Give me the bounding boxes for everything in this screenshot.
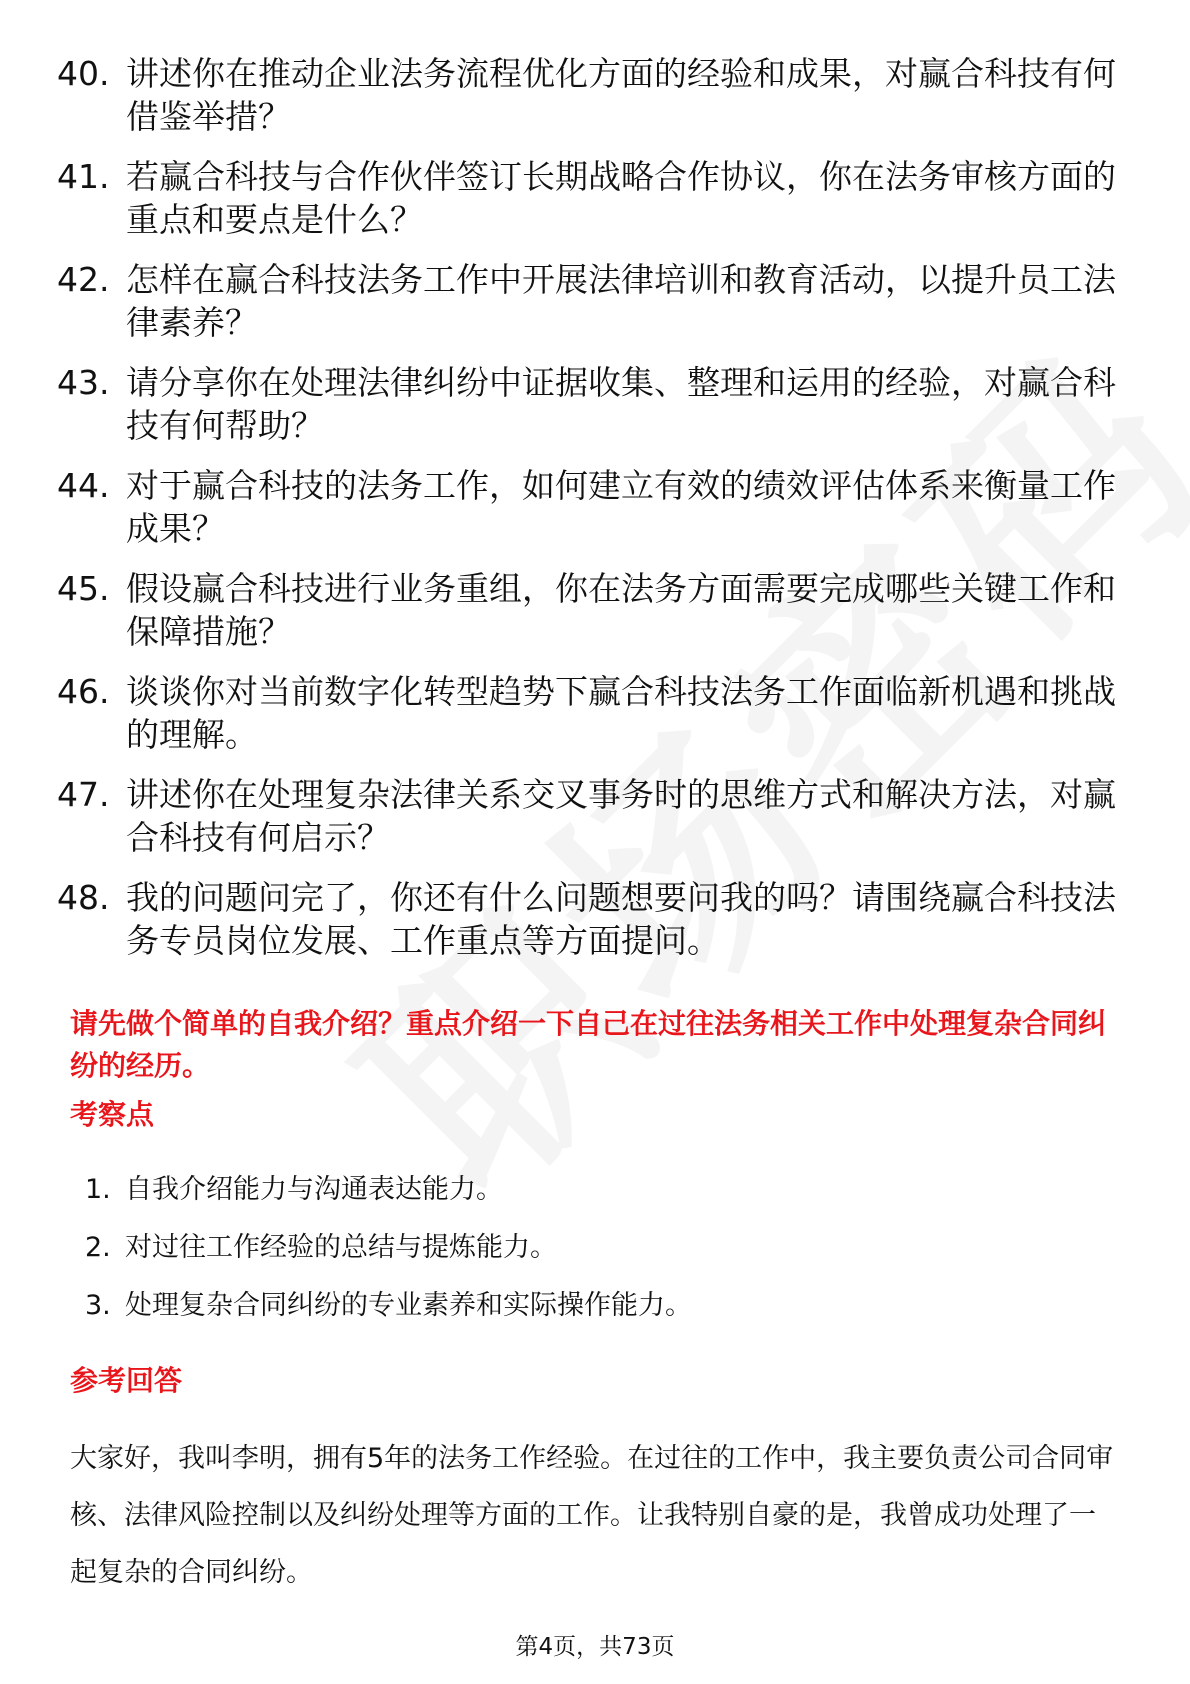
question-number: 47. xyxy=(57,775,110,814)
question-number: 42. xyxy=(57,260,110,299)
focus-number: 2. xyxy=(85,1232,111,1263)
focus-list xyxy=(85,1172,1085,1346)
focus-item xyxy=(85,1230,1085,1266)
question-text: 若赢合科技与合作伙伴签订长期战略合作协议，你在法务审核方面的重点和要点是什么？ xyxy=(126,157,1116,239)
question-text: 讲述你在处理复杂法律关系交叉事务时的思维方式和解决方法，对赢合科技有何启示？ xyxy=(126,775,1116,857)
focus-number: 1. xyxy=(85,1174,111,1205)
page-footer: 第4页，共73页 xyxy=(515,1634,675,1660)
focus-item xyxy=(85,1288,1085,1324)
question-item xyxy=(57,258,1117,344)
question-number: 45. xyxy=(57,569,110,608)
question-number: 48. xyxy=(57,878,110,917)
focus-text: 对过往工作经验的总结与提炼能力。 xyxy=(125,1232,557,1263)
question-number: 41. xyxy=(57,157,110,196)
question-item xyxy=(57,876,1117,962)
question-number: 40. xyxy=(57,54,110,93)
question-item xyxy=(57,567,1117,653)
question-text: 谈谈你对当前数字化转型趋势下赢合科技法务工作面临新机遇和挑战的理解。 xyxy=(126,672,1116,754)
focus-number: 3. xyxy=(85,1290,111,1321)
question-list xyxy=(57,52,1117,979)
main-question: 请先做个简单的自我介绍？重点介绍一下自己在过往法务相关工作中处理复杂合同纠纷的经历。 xyxy=(70,1007,1107,1082)
question-text: 请分享你在处理法律纠纷中证据收集、整理和运用的经验，对赢合科技有何帮助？ xyxy=(126,363,1116,445)
focus-item xyxy=(85,1172,1085,1208)
question-item xyxy=(57,155,1117,241)
question-item xyxy=(57,52,1117,138)
question-text: 讲述你在推动企业法务流程优化方面的经验和成果，对赢合科技有何借鉴举措？ xyxy=(126,54,1116,136)
question-text: 对于赢合科技的法务工作，如何建立有效的绩效评估体系来衡量工作成果？ xyxy=(126,466,1116,548)
reference-title: 参考回答 xyxy=(70,1364,183,1397)
focus-text: 自我介绍能力与沟通表达能力。 xyxy=(125,1174,503,1205)
question-text: 假设赢合科技进行业务重组，你在法务方面需要完成哪些关键工作和保障措施？ xyxy=(126,569,1116,651)
question-number: 44. xyxy=(57,466,110,505)
question-text: 怎样在赢合科技法务工作中开展法律培训和教育活动，以提升员工法律素养？ xyxy=(126,260,1116,342)
reference-answer: 大家好，我叫李明，拥有5年的法务工作经验。在过往的工作中，我主要负责公司合同审核、法律风险控制以及纠纷处理等方面的工作。让我特别自豪的是，我曾成功处理了一起复杂的合同纠纷。 xyxy=(70,1443,1114,1588)
focus-title: 考察点 xyxy=(70,1098,155,1131)
question-item xyxy=(57,773,1117,859)
question-item xyxy=(57,464,1117,550)
focus-text: 处理复杂合同纠纷的专业素养和实际操作能力。 xyxy=(125,1290,692,1321)
question-item xyxy=(57,361,1117,447)
question-text: 我的问题问完了，你还有什么问题想要问我的吗？请围绕赢合科技法务专员岗位发展、工作重点等方面提问。 xyxy=(126,878,1116,960)
question-item xyxy=(57,670,1117,756)
question-number: 46. xyxy=(57,672,110,711)
question-number: 43. xyxy=(57,363,110,402)
